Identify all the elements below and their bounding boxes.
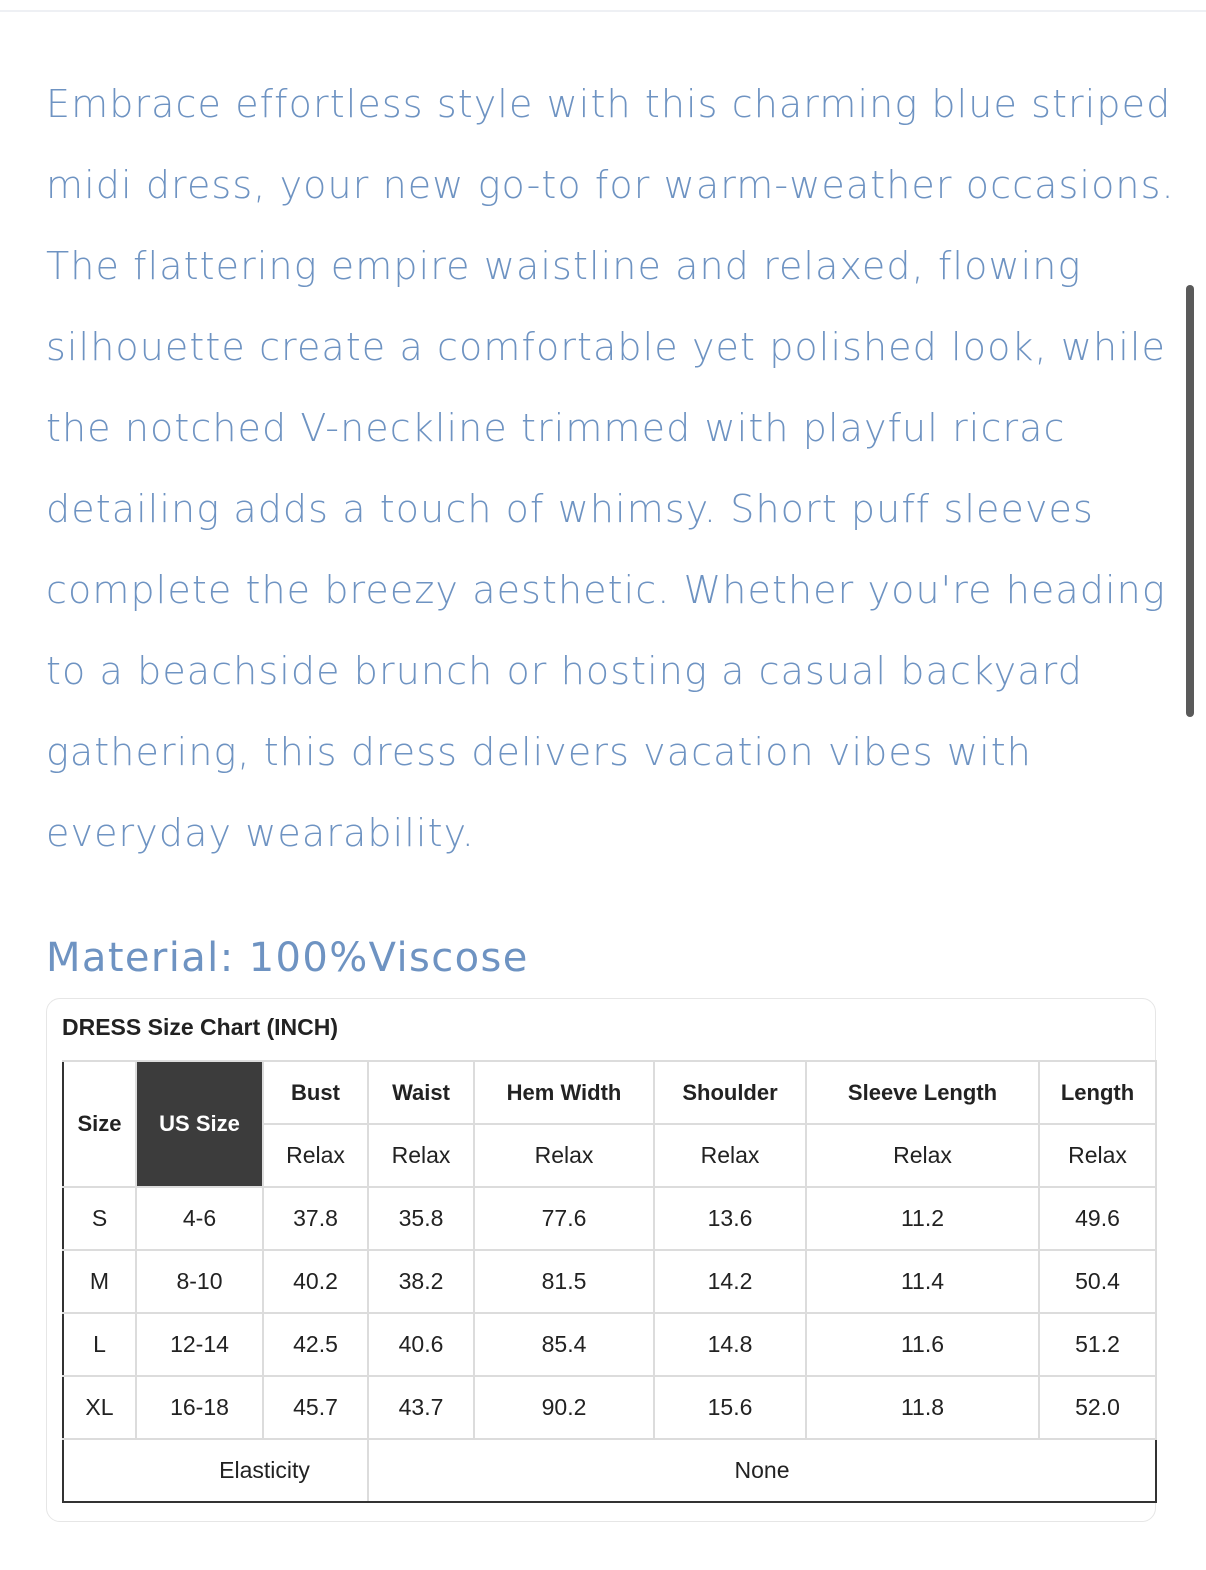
header-row xyxy=(63,1061,1156,1124)
hem-width-cell: 85.4 xyxy=(474,1313,654,1376)
bust-header: Bust xyxy=(263,1061,368,1124)
fit-cell: Relax xyxy=(474,1124,654,1187)
us-size-cell: 12-14 xyxy=(136,1313,263,1376)
size-chart-table xyxy=(62,1060,1157,1503)
size-header: Size xyxy=(63,1061,136,1187)
us-size-cell: 8-10 xyxy=(136,1250,263,1313)
sleeve-length-header: Sleeve Length xyxy=(806,1061,1039,1124)
table-row xyxy=(63,1376,1156,1439)
fit-cell: Relax xyxy=(263,1124,368,1187)
hem-width-cell: 81.5 xyxy=(474,1250,654,1313)
size-cell: XL xyxy=(63,1376,136,1439)
length-cell: 52.0 xyxy=(1039,1376,1156,1439)
bust-cell: 40.2 xyxy=(263,1250,368,1313)
size-cell: M xyxy=(63,1250,136,1313)
length-header: Length xyxy=(1039,1061,1156,1124)
table-row xyxy=(63,1313,1156,1376)
us-size-cell: 4-6 xyxy=(136,1187,263,1250)
elasticity-row xyxy=(63,1439,1156,1502)
sleeve-length-cell: 11.6 xyxy=(806,1313,1039,1376)
waist-cell: 38.2 xyxy=(368,1250,474,1313)
shoulder-cell: 14.2 xyxy=(654,1250,806,1313)
size-cell: L xyxy=(63,1313,136,1376)
us-size-cell: 16-18 xyxy=(136,1376,263,1439)
scrollbar-thumb[interactable] xyxy=(1186,285,1194,717)
bust-cell: 37.8 xyxy=(263,1187,368,1250)
length-cell: 50.4 xyxy=(1039,1250,1156,1313)
shoulder-header: Shoulder xyxy=(654,1061,806,1124)
waist-cell: 43.7 xyxy=(368,1376,474,1439)
size-chart-title: DRESS Size Chart (INCH) xyxy=(62,1014,339,1040)
hem-width-header: Hem Width xyxy=(474,1061,654,1124)
fit-cell: Relax xyxy=(368,1124,474,1187)
shoulder-cell: 13.6 xyxy=(654,1187,806,1250)
shoulder-cell: 15.6 xyxy=(654,1376,806,1439)
elasticity-value: None xyxy=(368,1439,1156,1502)
waist-cell: 35.8 xyxy=(368,1187,474,1250)
fit-cell: Relax xyxy=(1039,1124,1156,1187)
length-cell: 51.2 xyxy=(1039,1313,1156,1376)
material-info: Material: 100%Viscose xyxy=(46,935,529,981)
top-divider xyxy=(0,10,1206,12)
sleeve-length-cell: 11.8 xyxy=(806,1376,1039,1439)
waist-header: Waist xyxy=(368,1061,474,1124)
sleeve-length-cell: 11.4 xyxy=(806,1250,1039,1313)
product-description: Embrace effortless style with this charming blue striped midi dress, your new go-to for warm-weather occasions. The flattering empire waistline and relaxed, flowing silhouette create a comfortable yet polished look, while the notched V-neckline trimmed with playful ricrac detailing adds a touch of whimsy. Short puff sleeves complete the breezy aesthetic. Whether you're heading to a beachside brunch or hosting a casual backyard gathering, this dress delivers vacation vibes with everyday wearability. xyxy=(46,82,1175,855)
size-cell: S xyxy=(63,1187,136,1250)
hem-width-cell: 90.2 xyxy=(474,1376,654,1439)
hem-width-cell: 77.6 xyxy=(474,1187,654,1250)
table-row xyxy=(63,1187,1156,1250)
elasticity-label: Elasticity xyxy=(63,1439,368,1502)
shoulder-cell: 14.8 xyxy=(654,1313,806,1376)
table-row xyxy=(63,1250,1156,1313)
length-cell: 49.6 xyxy=(1039,1187,1156,1250)
sleeve-length-cell: 11.2 xyxy=(806,1187,1039,1250)
bust-cell: 45.7 xyxy=(263,1376,368,1439)
bust-cell: 42.5 xyxy=(263,1313,368,1376)
fit-cell: Relax xyxy=(806,1124,1039,1187)
us-size-header: US Size xyxy=(136,1061,263,1187)
waist-cell: 40.6 xyxy=(368,1313,474,1376)
fit-cell: Relax xyxy=(654,1124,806,1187)
